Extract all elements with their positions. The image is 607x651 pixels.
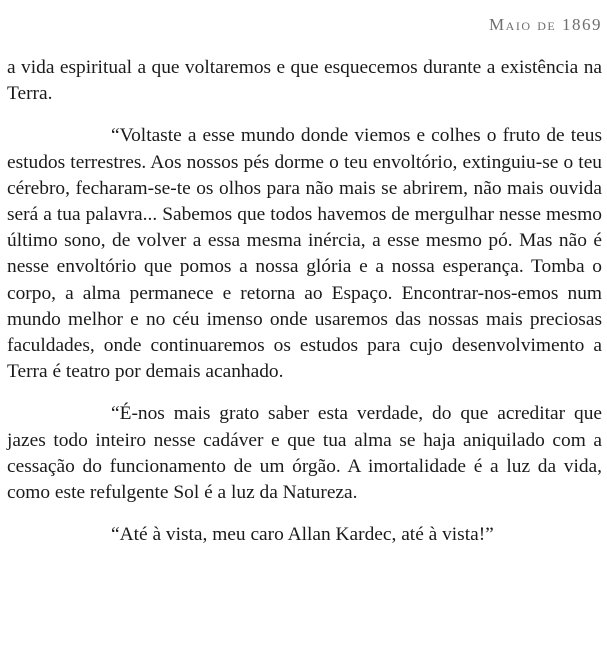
paragraph-speech-farewell: “Voltaste a esse mundo donde viemos e colhes o fruto de teus estudos terrestres. Aos nossos pés dorme o teu envoltório, extinguiu-se o teu cérebro, fecharam-se-te os olhos para não mais se abrirem, não mais ouvida será a tua palavra... Sabemos que todos havemos de mergulhar nesse mesmo último sono, de volver a essa mesma inércia, a esse mesmo pó. Mas não é nesse envoltório que pomos a nossa glória e a nossa esperança. Tomba o corpo, a alma permanece e retorna ao Espaço. Encontrar-nos-emos num mundo melhor e no céu imenso onde usaremos das nossas mais preciosas faculdades, onde continuaremos os estudos para cujo desenvolvimento a Terra é teatro por demais acanhado. (7, 125, 602, 383)
document-page (7, 10, 602, 548)
running-header: Maio de 1869 (489, 15, 602, 34)
paragraph-continuation: a vida espiritual a que voltaremos e que esquecemos durante a existência na Terra. (7, 57, 602, 105)
paragraph-closing-farewell: “Até à vista, meu caro Allan Kardec, até à vista!” (111, 524, 494, 546)
paragraph-immortality: “É-nos mais grato saber esta verdade, do que acreditar que jazes todo inteiro nesse cadáver e que tua alma se haja aniquilado com a cessação do funcionamento de um órgão. A imortalidade é a luz da vida, como este refulgente Sol é a luz da Natureza. (7, 403, 602, 504)
